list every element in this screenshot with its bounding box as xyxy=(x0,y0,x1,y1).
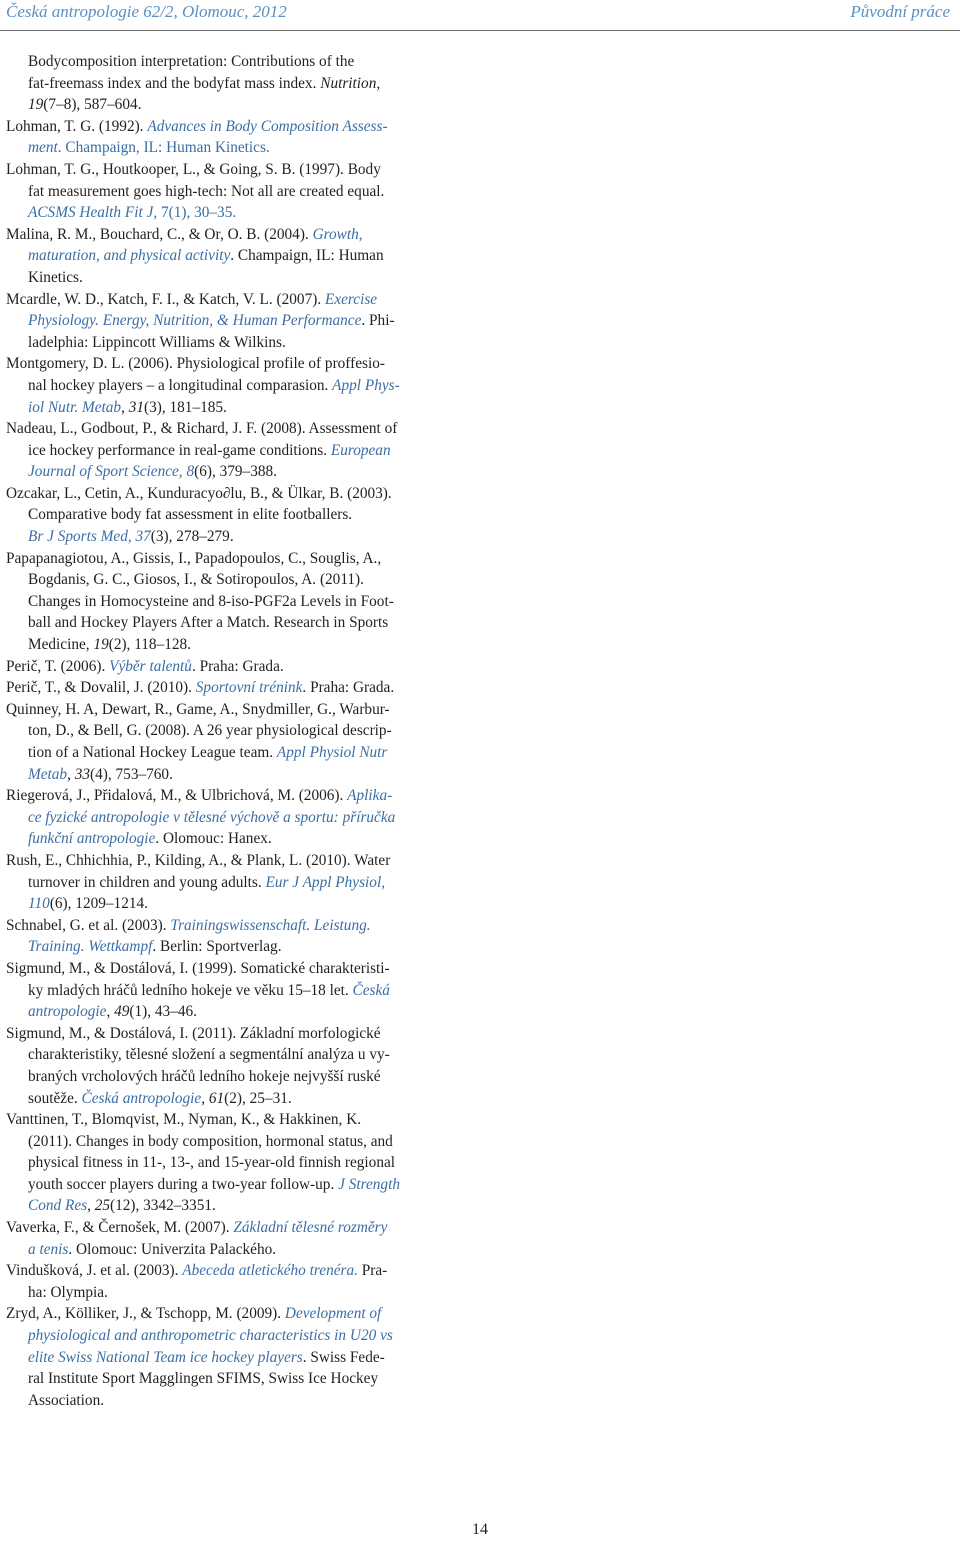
reference-item: Vanttinen, T., Blomqvist, M., Nyman, K., & Hakkinen, K. (2011). Changes in body composition, hormonal status, and physical fitness in 11-, 13-, and 15-year-old finnish regional youth soccer players during a two-year follow-up. J Strength Cond Res, 25(12), 3342–3351. xyxy=(6,1111,400,1215)
section-label: Původní práce xyxy=(850,2,950,21)
reference-item: Montgomery, D. L. (2006). Physiological profile of proffesio- nal hockey players – a longitudinal comparasion. Appl Phys- iol Nutr. Metab, 31(3), 181–185. xyxy=(6,355,400,416)
reference-item: Riegerová, J., Přidalová, M., & Ulbrichová, M. (2006). Aplika- ce fyzické antropologie v tělesné výchově a sportu: příručka funkční antropologie. Olomouc: Hanex. xyxy=(6,787,396,848)
reference-item: Bodycomposition interpretation: Contributions of the fat-freemass index and the bodyfat mass index. Nutrition, 19(7–8), 587–604. xyxy=(28,53,381,114)
reference-item: Perič, T. (2006). Výběr talentů. Praha: Grada. xyxy=(6,657,284,675)
reference-item: Papapanagiotou, A., Gissis, I., Papadopoulos, C., Souglis, A., Bogdanis, G. C., Giosos, I., & Sotiropoulos, A. (2011). Changes in Homocysteine and 8-iso-PGF2a Levels in Foot- ball and Hockey Players After a Match. Research in Sports Medicine, 19(2), 118–128. xyxy=(6,549,394,654)
running-header xyxy=(0,0,960,30)
reference-item: Lohman, T. G., Houtkooper, L., & Going, S. B. (1997). Body fat measurement goes high-tech: Not all are created equal. ACSMS Health Fit J, 7(1), 30–35. xyxy=(6,160,385,222)
reference-list xyxy=(6,51,458,1411)
reference-item: Zryd, A., Kölliker, J., & Tschopp, M. (2009). Development of physiological and anthropometric characteristics in U20 vs elite Swiss National Team ice hockey players. Swiss Fede- ral Institute Sport Magglingen SFIMS, Swiss Ice Hockey Association. xyxy=(6,1305,393,1409)
header-divider xyxy=(0,30,960,31)
reference-item: Nadeau, L., Godbout, P., & Richard, J. F. (2008). Assessment of ice hockey performance in real-game conditions. European Journal of Sport Science, 8(6), 379–388. xyxy=(6,420,398,481)
reference-item: Sigmund, M., & Dostálová, I. (1999). Somatické charakteristi- ky mladých hráčů ledního hokeje ve věku 15–18 let. Česká antropologie, 49(1), 43–46. xyxy=(6,959,390,1021)
page-number: 14 xyxy=(472,1521,488,1538)
reference-item: Perič, T., & Dovalil, J. (2010). Sportovní trénink. Praha: Grada. xyxy=(6,679,395,697)
journal-title: Česká antropologie 62/2, Olomouc, 2012 xyxy=(6,2,287,21)
reference-item: Vindušková, J. et al. (2003). Abeceda atletického trenéra. Pra- ha: Olympia. xyxy=(6,1262,388,1301)
reference-item: Malina, R. M., Bouchard, C., & Or, O. B. (2004). Growth, maturation, and physical activity. Champaign, IL: Human Kinetics. xyxy=(6,225,384,286)
reference-item: Quinney, H. A, Dewart, R., Game, A., Snydmiller, G., Warbur- ton, D., & Bell, G. (2008). A 26 year physiological descrip- tion of a National Hockey League team. Appl Physiol Nutr Metab, 33(4), 753–760. xyxy=(6,700,392,783)
reference-item: Schnabel, G. et al. (2003). Trainingswissenschaft. Leistung. Training. Wettkampf. Berlin: Sportverlag. xyxy=(6,916,371,956)
reference-item: Sigmund, M., & Dostálová, I. (2011). Základní morfologické charakteristiky, tělesné složení a segmentální analýza u vy- braných vrcholových hráčů ledního hokeje nejvyšší ruské soutěže. Česká antropologie, 61(2), 25–31. xyxy=(6,1024,390,1107)
reference-item: Mcardle, W. D., Katch, F. I., & Katch, V. L. (2007). Exercise Physiology. Energy, Nutrition, & Human Performance. Phi- ladelphia: Lippincott Williams & Wilkins. xyxy=(6,290,395,351)
reference-item: Rush, E., Chhichhia, P., Kilding, A., & Plank, L. (2010). Water turnover in children and young adults. Eur J Appl Physiol, 110(6), 1209–1214. xyxy=(6,851,391,913)
reference-item: Ozcakar, L., Cetin, A., Kunduracyo∂lu, B., & Ülkar, B. (2003). Comparative body fat assessment in elite footballers. Br J Sports Med, 37(3), 278–279. xyxy=(6,484,392,546)
reference-item: Vaverka, F., & Černošek, M. (2007). Základní tělesné rozměry a tenis. Olomouc: Univerzita Palackého. xyxy=(6,1219,388,1258)
reference-item: Lohman, T. G. (1992). Advances in Body Composition Assess- ment. Champaign, IL: Human Kinetics. xyxy=(6,117,388,157)
